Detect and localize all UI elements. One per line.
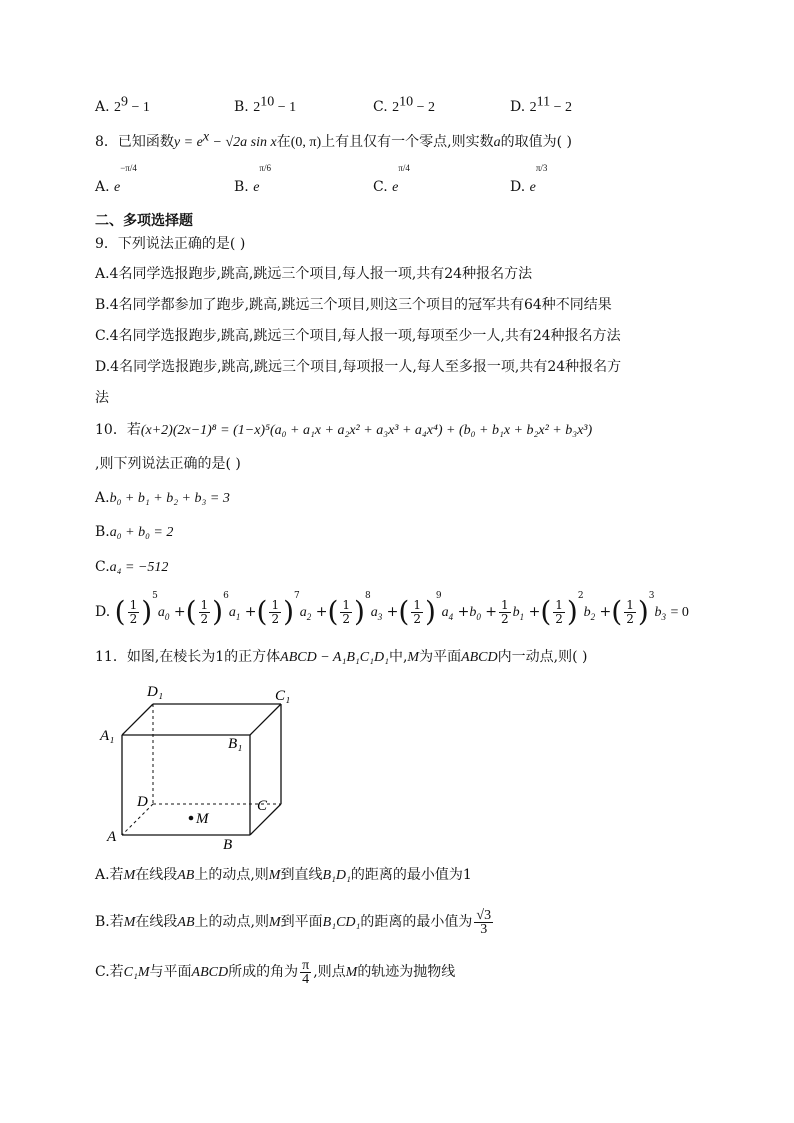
q7-option-a: A. $2^9 - 1$ (95, 94, 150, 115)
q10-stem-cont: ,则下列说法正确的是( ) (95, 456, 241, 472)
label-d1: D₁ (147, 684, 164, 700)
q8-option-b: B. $e^{\pi/6}$ (234, 163, 271, 195)
label-c: C (257, 798, 268, 814)
q11-option-a: A.若M在线段AB上的动点,则M到直线B₁D₁的距离的最小值为1 (95, 867, 472, 883)
q7-option-b: B. $2^{10} - 1$ (234, 94, 297, 115)
label-b1: B₁ (228, 736, 243, 752)
q7-option-d: D. $2^{11} - 2$ (510, 94, 573, 115)
q11-option-c: C.若C₁M与平面ABCD所成的角为 $\frac{\pi}{4}$ ,则点M的轨迹为抛物线 (95, 957, 456, 987)
q10-option-c: C.a₄ = −512 (95, 559, 169, 575)
q9-option-c: C.4名同学选报跑步,跳高,跳远三个项目,每人报一项,每项至少一人,共有24种报名方法 (95, 328, 621, 344)
label-m: M (196, 811, 209, 827)
q9-option-b: B.4名同学都参加了跑步,跳高,跳远三个项目,则这三个项目的冠军共有64种不同结果 (95, 297, 612, 313)
q10-option-b: B.a₀ + b₀ = 2 (95, 524, 174, 540)
q9-option-d: D.4名同学选报跑步,跳高,跳远三个项目,每项报一人,每人至多报一项,共有24种报名方 (95, 359, 622, 375)
label-b: B (223, 837, 233, 853)
q10-option-d: D. ( $\frac{1}{2}$ )$^5a_0$ +( $\frac{1}{2}$ )$^6a_1$ +( $\frac{1}{2}$ )$^7a_2$ +( $\frac{1}{2}$ )$^8a_3$ +( $\frac{1}{2}$ )$^9a_4 +b_0$ + $\frac{1}{2}$ $b_1$ +( $\frac{1}{2}$ )$^2b_2$ +( $\frac{1}{2}$ )$^3b_3 = 0$ (95, 591, 689, 628)
q8-stem: 8．已知函数$y = e^x - √2a$ sin x在(0, π)上有且仅有一个零点,则实数a的取值为( ) (95, 129, 572, 150)
section-title: 二、多项选择题 (95, 213, 193, 229)
q8-option-a: A. $e^{-\pi/4}$ (95, 163, 137, 195)
q11-stem: 11．如图,在棱长为1的正方体ABCD − A₁B₁C₁D₁中,M为平面ABCD内一动点,则( ) (95, 649, 588, 665)
label-a1: A₁ (100, 728, 115, 744)
point-m (189, 816, 194, 821)
q9-stem: 9．下列说法正确的是( ) (95, 236, 246, 252)
q8-option-c: C. $e^{\pi/4}$ (373, 163, 410, 195)
q7-option-c: C. $2^{10} - 2$ (373, 94, 436, 115)
q9-option-a: A.4名同学选报跑步,跳高,跳远三个项目,每人报一项,共有24种报名方法 (95, 266, 533, 282)
label-c1: C₁ (275, 688, 291, 704)
q10-stem: 10．若(x+2)(2x−1)⁸ = (1−x)⁵(a₀ + a₁x + a₂x² + a₃x³ + a₄x⁴) + (b₀ + b₁x + b₂x² + b₃x³) (95, 422, 593, 438)
q10-option-a: A.b₀ + b₁ + b₂ + b₃ = 3 (95, 490, 230, 506)
label-a: A (107, 829, 117, 845)
cube-figure (95, 680, 295, 855)
label-d: D (137, 794, 148, 810)
q8-option-d: D. $e^{\pi/3}$ (510, 163, 548, 195)
q9-option-d-cont: 法 (95, 390, 109, 406)
q11-option-b: B.若M在线段AB上的动点,则M到平面B₁CD₁的距离的最小值为 $\frac{√3}{3}$ (95, 907, 492, 937)
